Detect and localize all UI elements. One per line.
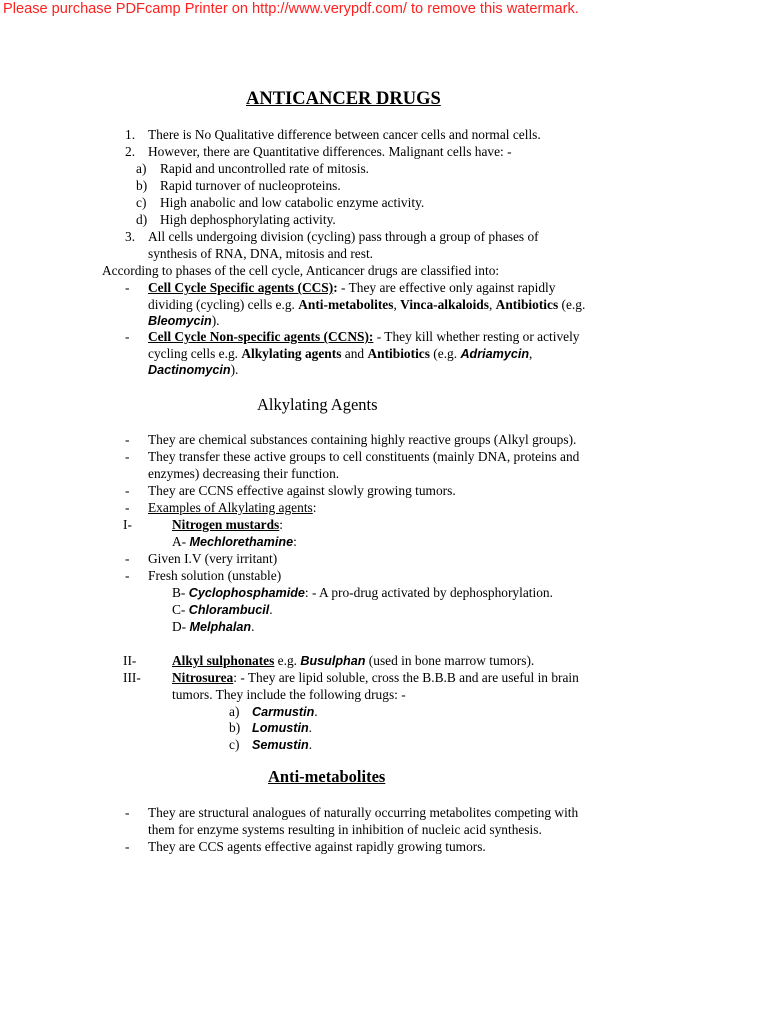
list-item-text: All cells undergoing division (cycling) pass through a group of phases of bbox=[148, 229, 539, 244]
drug-item: Carmustin. bbox=[252, 704, 318, 719]
bullet-dash: - bbox=[125, 329, 130, 344]
bullet-dash: - bbox=[125, 551, 130, 566]
bullet-text: them for enzyme systems resulting in inhibition of nucleic acid synthesis. bbox=[148, 822, 542, 837]
bullet-dash: - bbox=[125, 568, 130, 583]
list-number: 1. bbox=[125, 127, 136, 142]
bullet-text: They are structural analogues of naturally occurring metabolites competing with bbox=[148, 805, 579, 820]
list-marker: b) bbox=[229, 720, 241, 735]
drug-item: B- Cyclophosphamide: - A pro-drug activated by dephosphorylation. bbox=[172, 585, 553, 600]
drug-item: Semustin. bbox=[252, 737, 313, 752]
bullet-dash: - bbox=[125, 839, 130, 854]
ccs-example-drug: Bleomycin). bbox=[148, 313, 220, 328]
bullet-dash: - bbox=[125, 280, 130, 295]
examples-label: Examples of Alkylating agents: bbox=[148, 500, 317, 515]
list-marker: a) bbox=[229, 704, 240, 719]
ccns-term: Cell Cycle Non-specific agents (CCNS): bbox=[148, 329, 374, 344]
list-item-text: Rapid turnover of nucleoproteins. bbox=[160, 178, 341, 193]
list-item-text: Rapid and uncontrolled rate of mitosis. bbox=[160, 161, 369, 176]
ccns-example-drug: Dactinomycin). bbox=[148, 362, 239, 377]
bullet-text: enzymes) decreasing their function. bbox=[148, 466, 340, 481]
bullet-dash: - bbox=[125, 432, 130, 447]
bullet-text: tumors. They include the following drugs: - bbox=[172, 687, 406, 702]
drug-item: C- Chlorambucil. bbox=[172, 602, 273, 617]
ccns-definition: Cell Cycle Non-specific agents (CCNS): - They kill whether resting or actively bbox=[148, 329, 580, 344]
ccs-definition: Cell Cycle Specific agents (CCS): - They are effective only against rapidly bbox=[148, 280, 556, 295]
roman-numeral: II- bbox=[123, 653, 137, 668]
drug-item: A- Mechlorethamine: bbox=[172, 534, 297, 549]
section-heading-alkylating: Alkylating Agents bbox=[257, 395, 378, 414]
ccns-examples: cycling cells e.g. Alkylating agents and Antibiotics (e.g. Adriamycin, bbox=[148, 346, 533, 361]
list-number: 2. bbox=[125, 144, 136, 159]
bullet-text: They are chemical substances containing highly reactive groups (Alkyl groups). bbox=[148, 432, 577, 447]
section-heading-antimetabolites: Anti-metabolites bbox=[268, 767, 386, 786]
list-item-text: synthesis of RNA, DNA, mitosis and rest. bbox=[148, 246, 374, 261]
roman-numeral: III- bbox=[123, 670, 141, 685]
ccs-examples: dividing (cycling) cells e.g. Anti-metabolites, Vinca-alkaloids, Antibiotics (e.g. bbox=[148, 297, 586, 312]
bullet-text: They are CCS agents effective against rapidly growing tumors. bbox=[148, 839, 486, 854]
list-marker: a) bbox=[136, 161, 147, 176]
list-marker: b) bbox=[136, 178, 148, 193]
bullet-text: Fresh solution (unstable) bbox=[148, 568, 282, 583]
paragraph-text: According to phases of the cell cycle, Anticancer drugs are classified into: bbox=[102, 263, 500, 278]
list-marker: c) bbox=[229, 737, 240, 752]
list-item-text: However, there are Quantitative differences. Malignant cells have: - bbox=[148, 144, 512, 159]
list-marker: d) bbox=[136, 212, 148, 227]
drug-item: D- Melphalan. bbox=[172, 619, 255, 634]
ccs-term: Cell Cycle Specific agents (CCS) bbox=[148, 280, 334, 295]
bullet-text: Given I.V (very irritant) bbox=[148, 551, 278, 566]
class-nitrosurea: Nitrosurea: - They are lipid soluble, cross the B.B.B and are useful in brain bbox=[172, 670, 579, 685]
bullet-text: They are CCNS effective against slowly growing tumors. bbox=[148, 483, 456, 498]
roman-numeral: I- bbox=[123, 517, 132, 532]
bullet-text: They transfer these active groups to cell constituents (mainly DNA, proteins and bbox=[148, 449, 580, 464]
bullet-dash: - bbox=[125, 805, 130, 820]
list-number: 3. bbox=[125, 229, 136, 244]
list-marker: c) bbox=[136, 195, 147, 210]
class-nitrogen-mustards: Nitrogen mustards: bbox=[172, 517, 283, 532]
page-title: ANTICANCER DRUGS bbox=[246, 89, 441, 109]
list-item-text: High anabolic and low catabolic enzyme activity. bbox=[160, 195, 425, 210]
bullet-dash: - bbox=[125, 449, 130, 464]
list-item-text: There is No Qualitative difference between cancer cells and normal cells. bbox=[148, 127, 541, 142]
bullet-dash: - bbox=[125, 500, 130, 515]
list-item-text: High dephosphorylating activity. bbox=[160, 212, 336, 227]
drug-item: Lomustin. bbox=[252, 720, 313, 735]
class-alkyl-sulphonates: Alkyl sulphonates e.g. Busulphan (used in bone marrow tumors). bbox=[172, 653, 535, 668]
bullet-dash: - bbox=[125, 483, 130, 498]
watermark-text: Please purchase PDFcamp Printer on http://www.verypdf.com/ to remove this watermark. bbox=[3, 1, 579, 17]
